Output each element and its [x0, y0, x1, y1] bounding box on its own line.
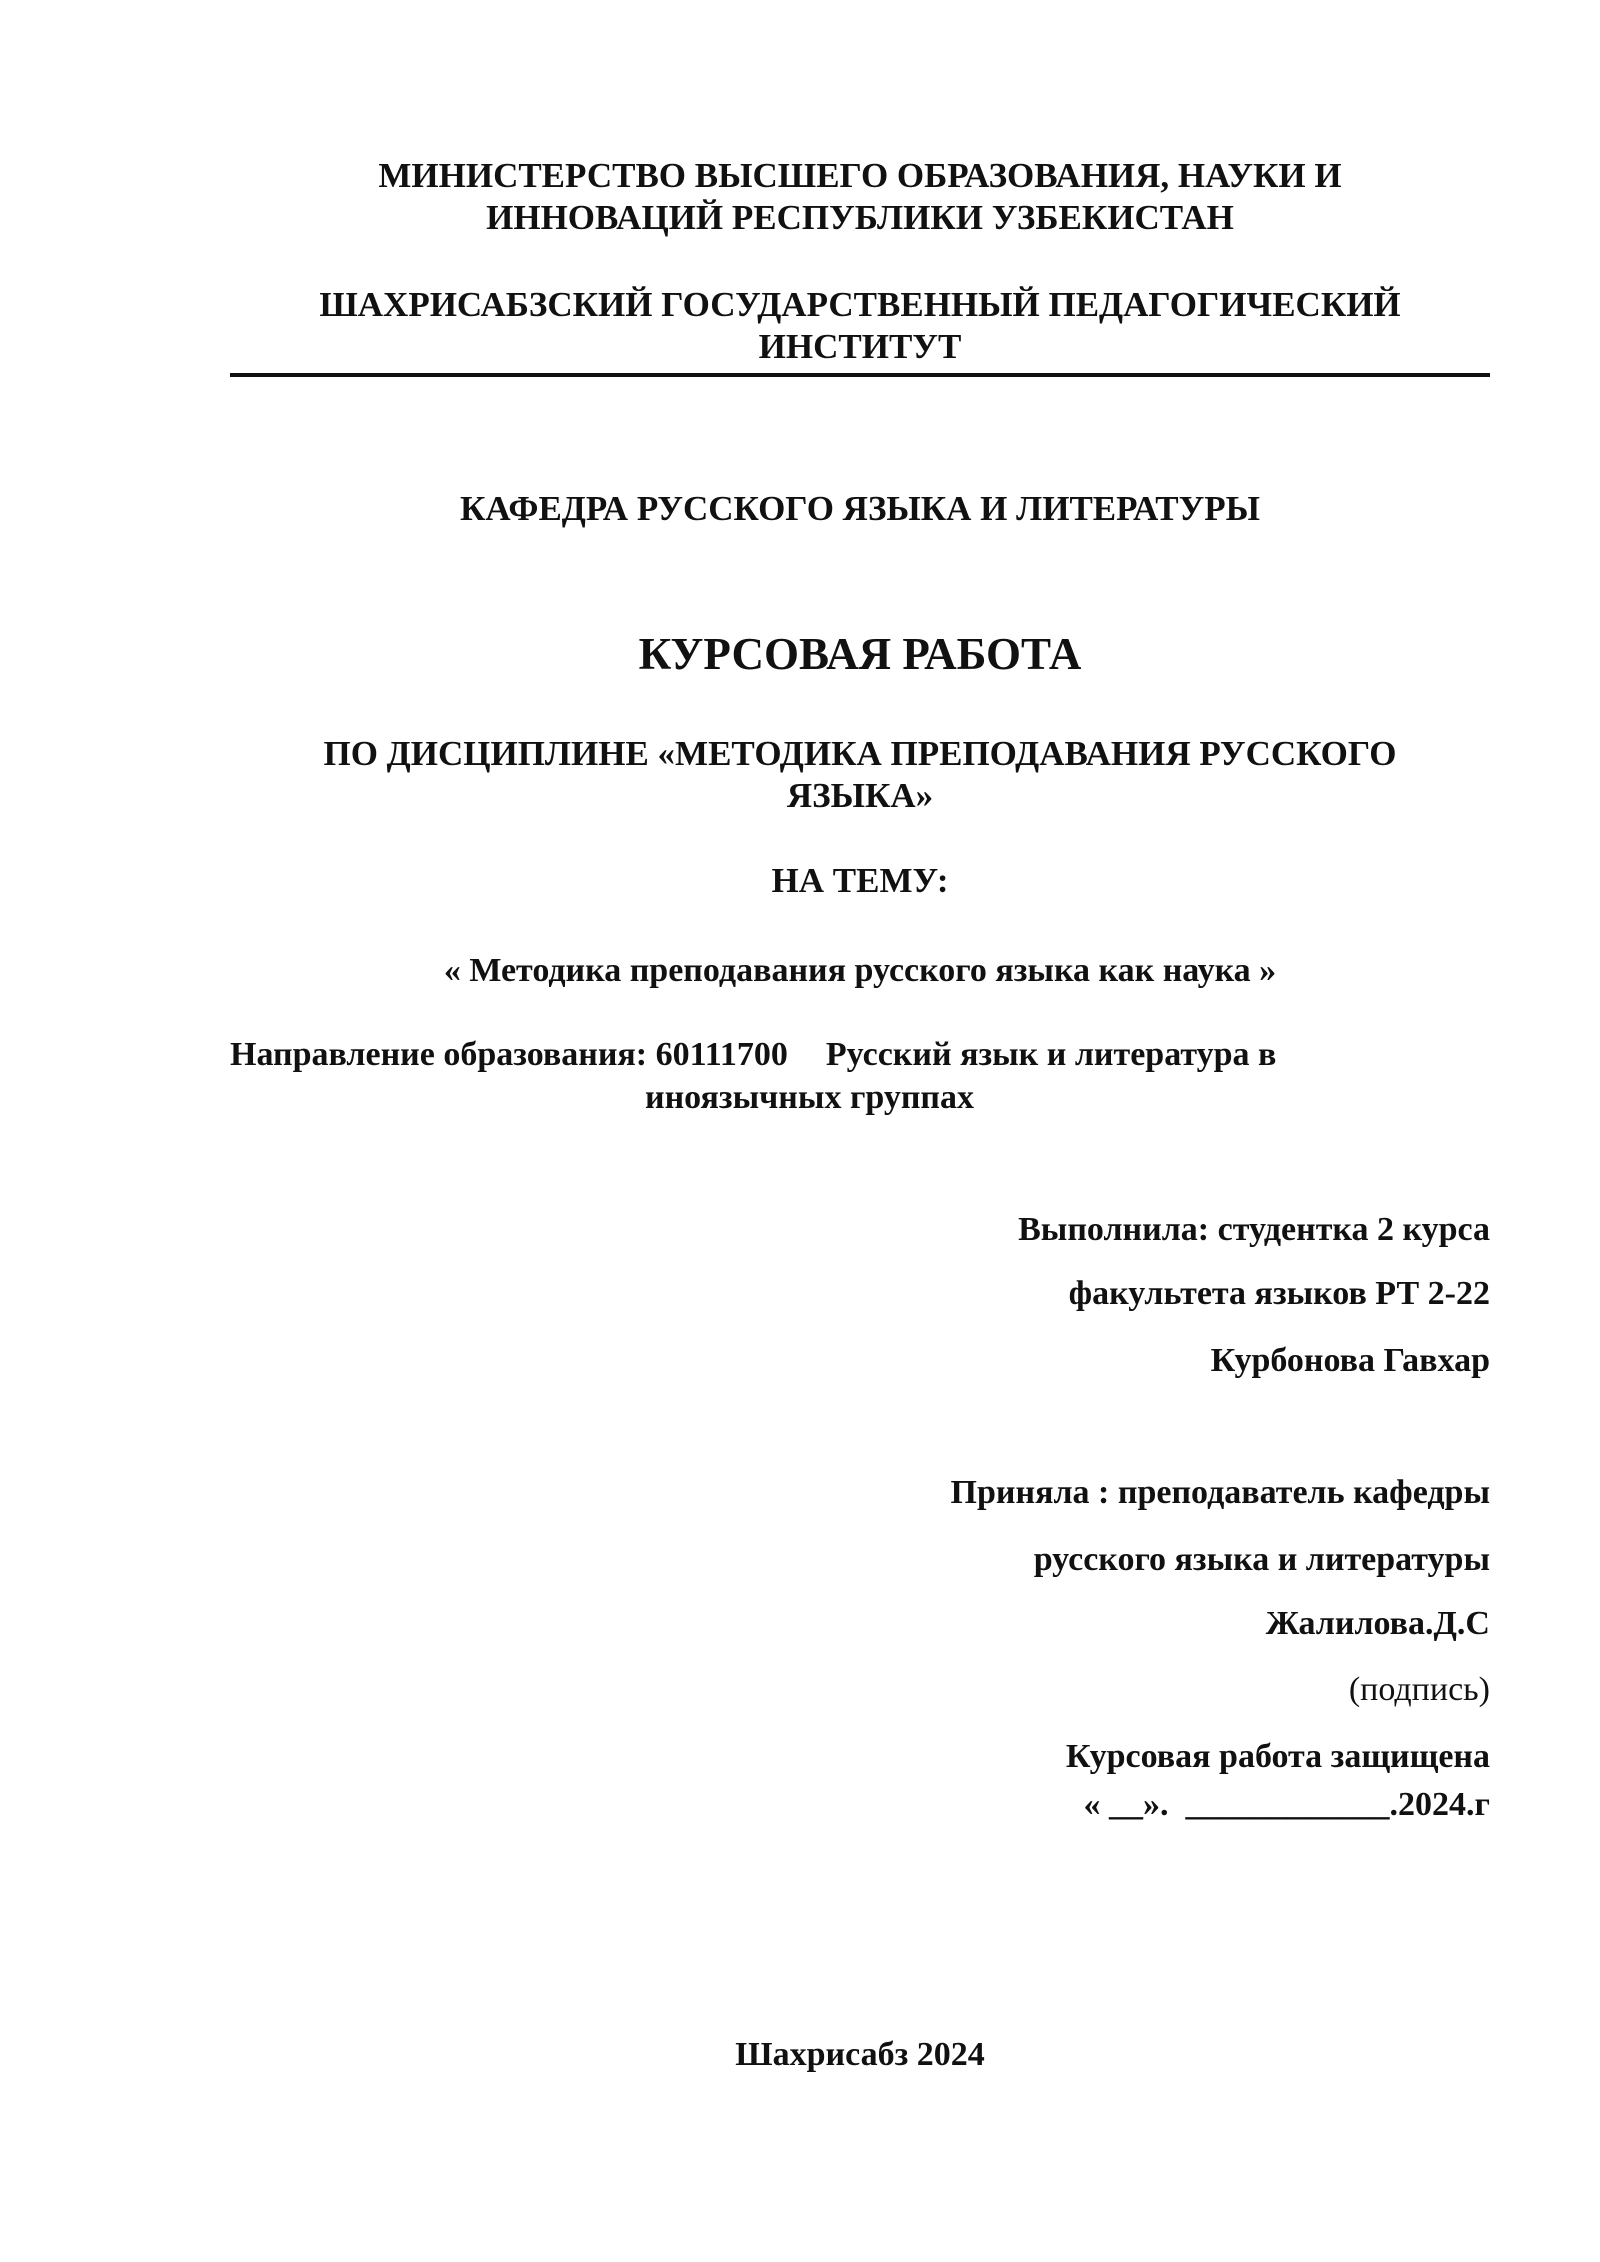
institute-line-2: ИНСТИТУТ — [758, 327, 962, 366]
work-type-title: КУРСОВАЯ РАБОТА — [638, 629, 1082, 679]
direction-line-2: иноязычных группах — [645, 1079, 975, 1116]
defense-date-line: « __». ____________.2024.г — [1083, 1786, 1490, 1823]
department-heading: КАФЕДРА РУССКОГО ЯЗЫКА И ЛИТЕРАТУРЫ — [459, 489, 1261, 528]
direction-name-1: Русский язык и литература в — [825, 1036, 1277, 1073]
reviewer-line-1: Приняла : преподаватель кафедры — [950, 1474, 1490, 1511]
institute-heading — [230, 284, 1490, 368]
topic-label: НА ТЕМУ: — [771, 861, 949, 900]
topic-title: « Методика преподавания русского языка как наука » — [443, 952, 1277, 989]
institute-line-1: ШАХРИСАБЗСКИЙ ГОСУДАРСТВЕННЫЙ ПЕДАГОГИЧЕСКИЙ — [319, 285, 1401, 324]
signature-caption: (подпись) — [1348, 1671, 1490, 1708]
ministry-line-1: МИНИСТЕРСТВО ВЫСШЕГО ОБРАЗОВАНИЯ, НАУКИ И — [378, 156, 1342, 195]
footer-city-year: Шахрисабз 2024 — [735, 2036, 985, 2073]
author-line-1: Выполнила: студентка 2 курса — [1018, 1211, 1490, 1248]
discipline-heading — [230, 733, 1490, 817]
discipline-line-2: ЯЗЫКА» — [786, 776, 934, 815]
reviewer-name: Жалилова.Д.С — [1265, 1605, 1490, 1642]
direction-line-1 — [230, 1033, 1490, 1076]
defense-line-1: Курсовая работа защищена — [1065, 1738, 1490, 1775]
reviewer-line-2: русского языка и литературы — [1033, 1541, 1490, 1578]
author-line-2: факультета языков РТ 2-22 — [1068, 1275, 1490, 1312]
header-divider — [230, 373, 1490, 377]
ministry-line-2: ИННОВАЦИЙ РЕСПУБЛИКИ УЗБЕКИСТАН — [486, 198, 1234, 237]
discipline-line-1: ПО ДИСЦИПЛИНЕ «МЕТОДИКА ПРЕПОДАВАНИЯ РУССКОГО — [323, 734, 1397, 773]
author-name: Курбонова Гавхар — [1210, 1342, 1490, 1379]
education-direction — [230, 1033, 1490, 1119]
ministry-heading — [230, 155, 1490, 239]
direction-code: Направление образования: 60111700 — [230, 1036, 788, 1073]
